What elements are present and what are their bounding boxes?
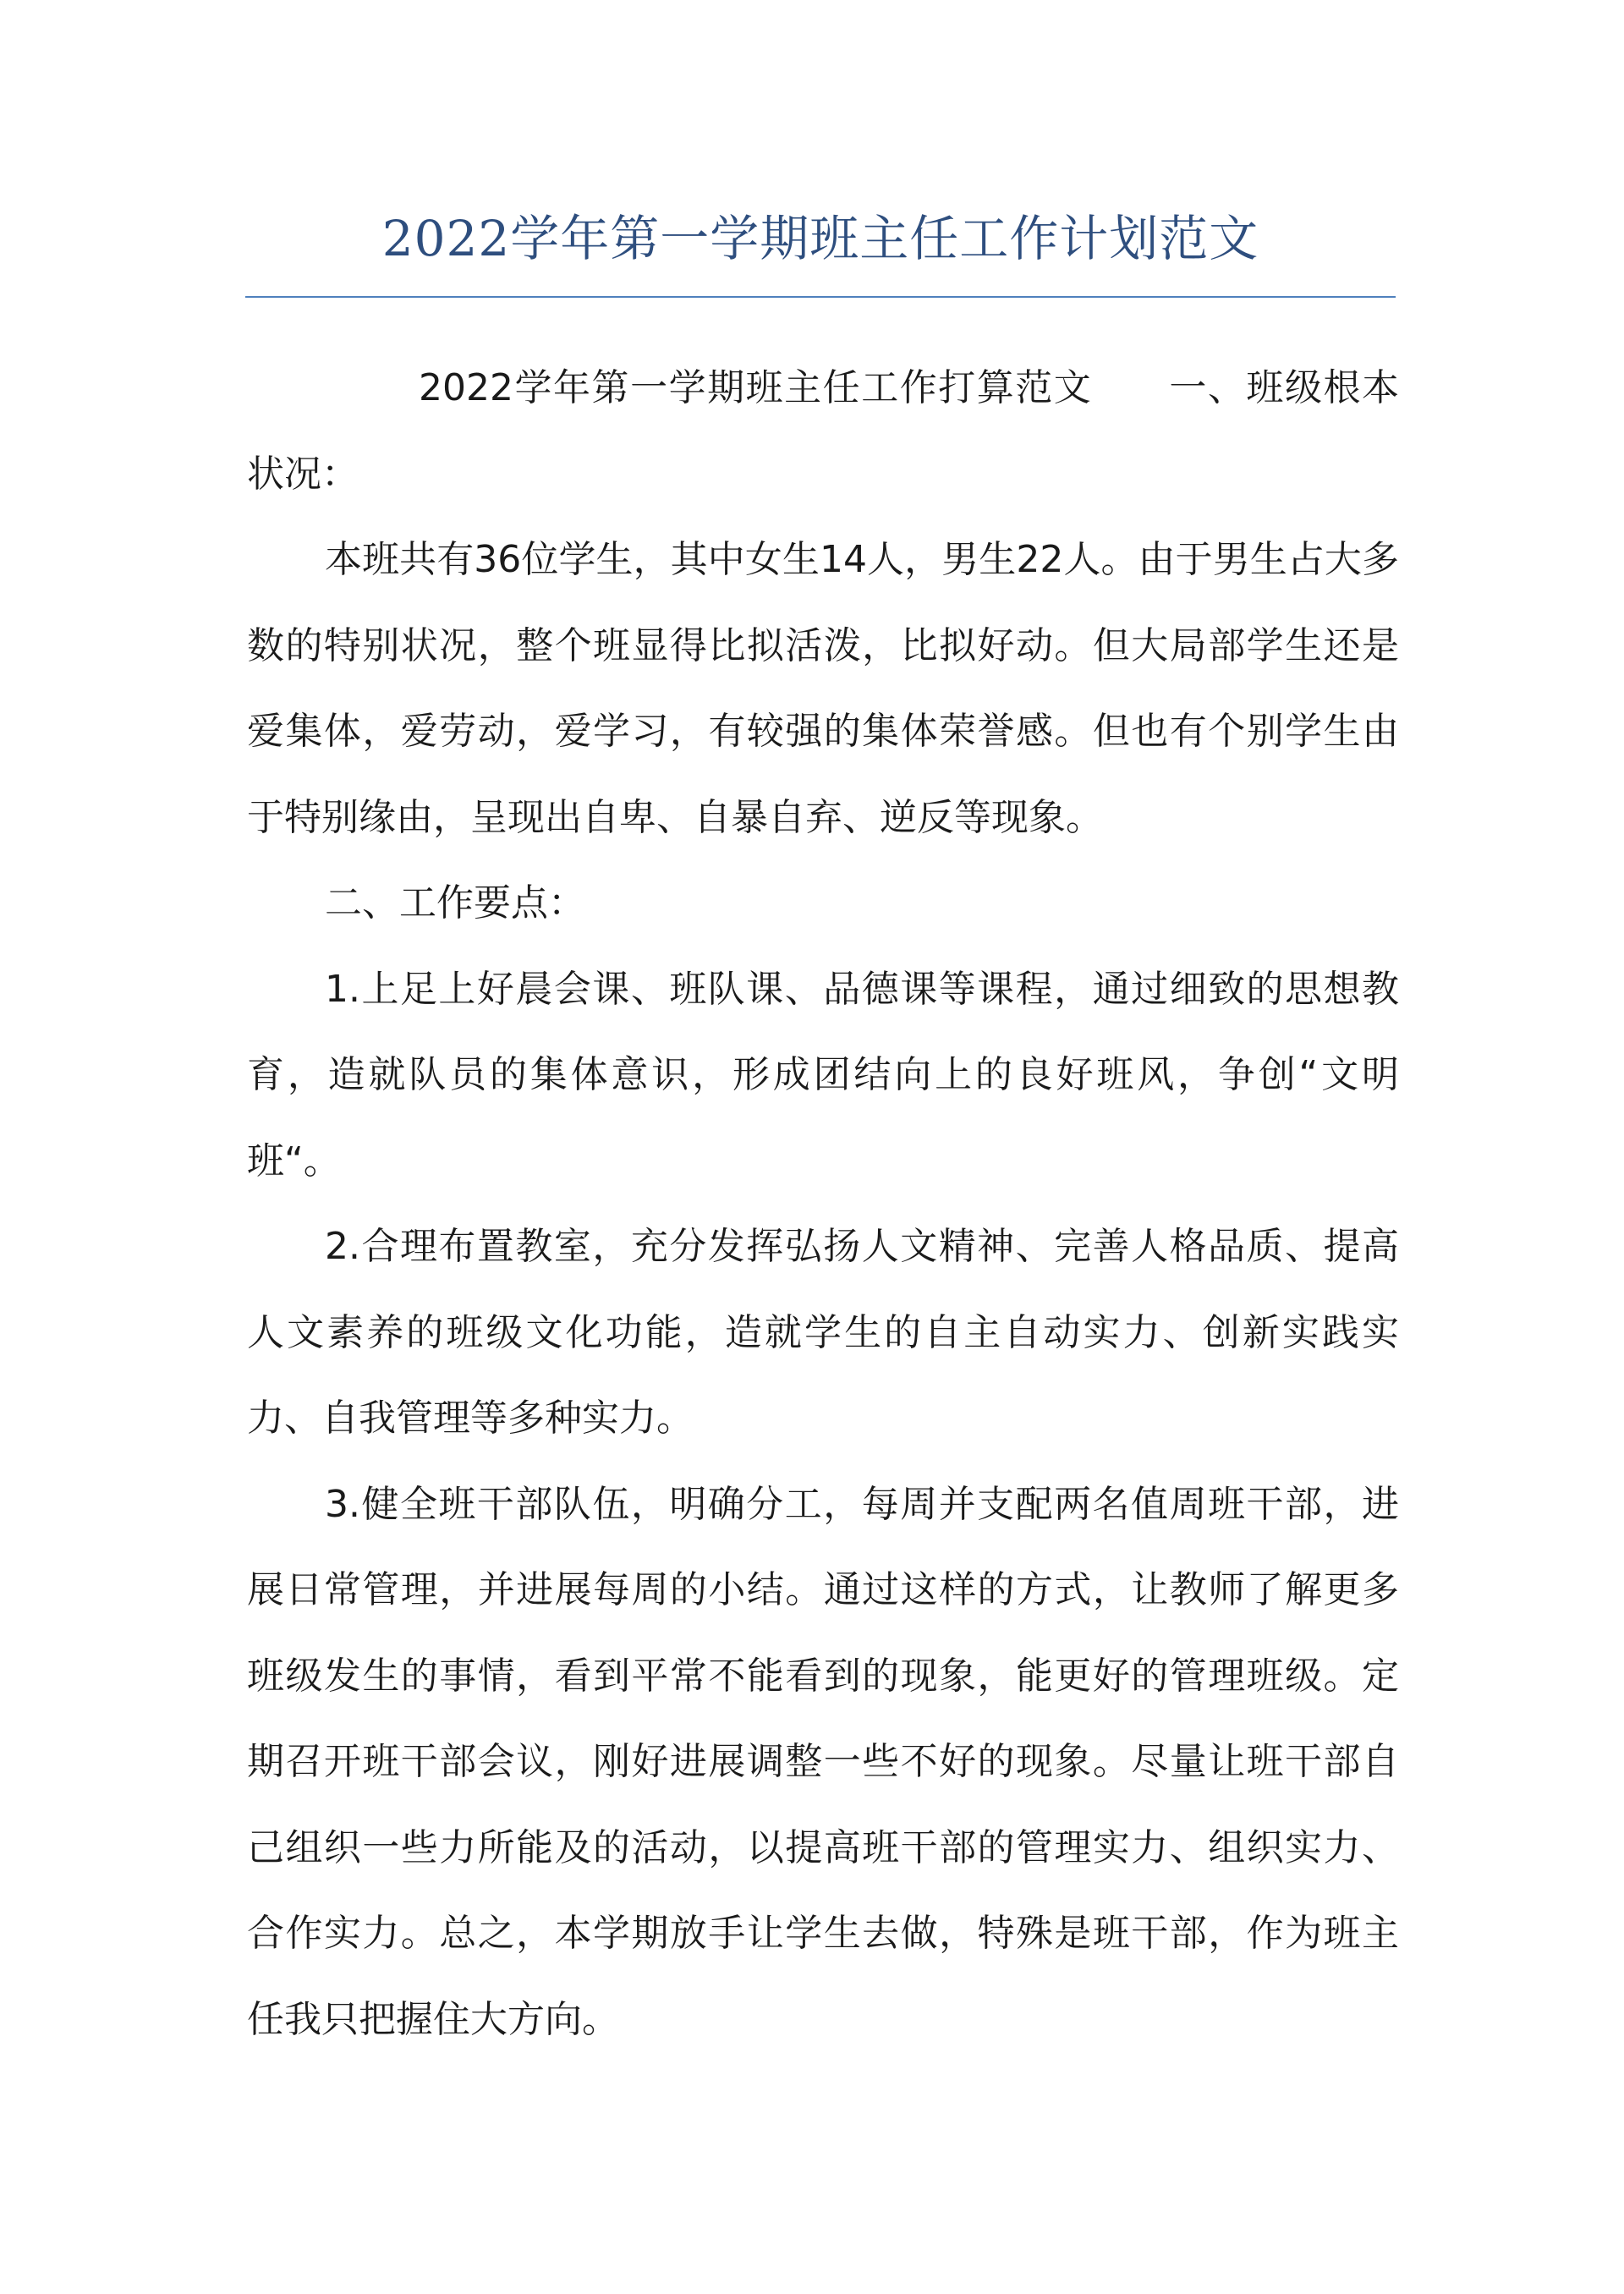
document-body [247, 345, 1399, 2062]
paragraph-point-1: 1.上足上好晨会课、班队课、品德课等课程，通过细致的思想教育，造就队员的集体意识，形成团结向上的良好班风，争创“文明班“。 [247, 967, 1399, 1183]
paragraph-section-heading: 二、工作要点： [325, 881, 585, 925]
document-title: 2022学年第一学期班主任工作计划范文 [381, 210, 1259, 267]
paragraph-point-3: 3.健全班干部队伍，明确分工，每周并支配两名值周班干部，进展日常管理，并进展每周的小结。通过这样的方式，让教师了解更多班级发生的事情，看到平常不能看到的现象，能更好的管理班级。定期召开班干部会议，刚好进展调整一些不好的现象。尽量让班干部自己组织一些力所能及的活动，以提高班干部的管理实力、组织实力、合作实力。总之，本学期放手让学生去做，特殊是班干部，作为班主任我只把握住大方向。 [247, 1482, 1399, 2041]
paragraph-intro: 2022学年第一学期班主任工作打算范文 一、班级根本状况： [247, 366, 1399, 496]
title-divider [245, 296, 1396, 298]
paragraph-point-2: 2.合理布置教室，充分发挥弘扬人文精神、完善人格品质、提高人文素养的班级文化功能，造就学生的自主自动实力、创新实践实力、自我管理等多种实力。 [247, 1225, 1399, 1440]
paragraph-class-situation: 本班共有36位学生，其中女生14人，男生22人。由于男生占大多数的特别状况，整个班显得比拟活泼，比拟好动。但大局部学生还是爱集体，爱劳动，爱学习，有较强的集体荣誉感。但也有个别学生由于特别缘由，呈现出自卑、自暴自弃、逆反等现象。 [247, 538, 1399, 839]
